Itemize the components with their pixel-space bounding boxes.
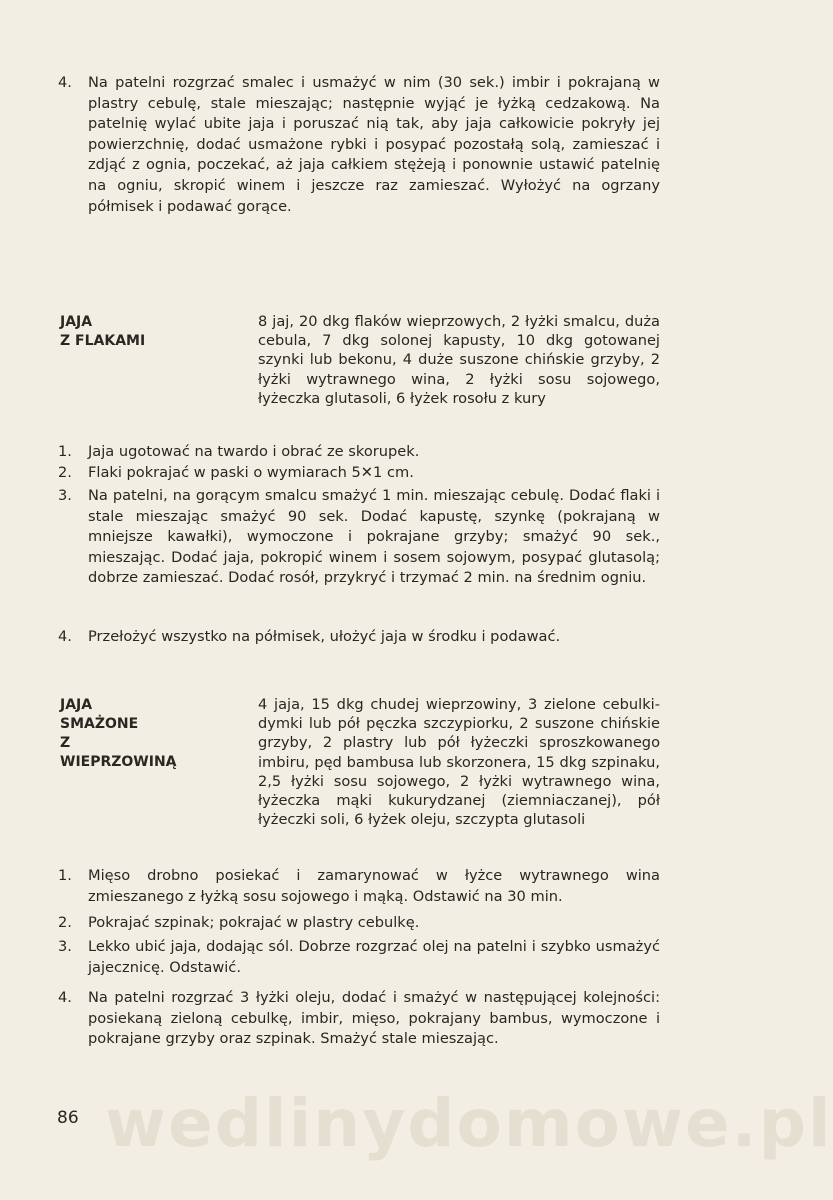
step-text: Lekko ubić jaja, dodając sól. Dobrze rozgrzać olej na patelni i szybko usmażyć jajecznicę. Odstawić.	[88, 938, 660, 976]
recipe1-step-3	[58, 486, 660, 589]
recipe2-step-3	[58, 937, 660, 978]
step-number: 4.	[58, 628, 72, 645]
step-text: Pokrajać szpinak; pokrajać w plastry cebulkę.	[88, 914, 420, 931]
intro-step	[58, 73, 660, 217]
page-number: 86	[57, 1108, 79, 1128]
recipe1-step-1	[58, 442, 660, 463]
watermark: wedlinydomowe.pl	[105, 1085, 833, 1162]
recipe-ingredients-jaja-z-flakami: 8 jaj, 20 dkg flaków wieprzowych, 2 łyżki smalcu, duża cebula, 7 dkg solonej kapusty, 10 dkg gotowanej szynki lub bekonu, 4 duże suszone chińskie grzyby, 2 łyżki wytrawnego wina, 2 łyżki sosu sojowego, łyżeczka glutasoli, 6 łyżek rosołu z kury	[258, 313, 660, 407]
step-number: 3.	[58, 487, 72, 504]
recipe1-step-2	[58, 463, 660, 484]
recipe2-step-4	[58, 988, 660, 1050]
recipe1-step-4	[58, 627, 660, 648]
step-text: Jaja ugotować na twardo i obrać ze skorupek.	[88, 443, 420, 460]
step-number: 1.	[58, 443, 72, 460]
recipe-title-jaja-z-flakami: JAJA Z FLAKAMI	[60, 314, 146, 349]
recipe-title-jaja-smazone-z-wieprzowina: JAJA SMAŻONE Z WIEPRZOWINĄ	[60, 697, 177, 770]
recipe2-step-1	[58, 866, 660, 907]
step-number: 3.	[58, 938, 72, 955]
step-number: 4.	[58, 989, 72, 1006]
recipe-ingredients-jaja-smazone-z-wieprzowina: 4 jaja, 15 dkg chudej wieprzowiny, 3 zielone cebulki-dymki lub pół pęczka szczypiorku, 2 suszone chińskie grzyby, 2 plastry lub pół łyżeczki sproszkowanego imbiru, pęd bambusa lub skorzonera, 15 dkg szpinaku, 2,5 łyżki sosu sojowego, 2 łyżki wytrawnego wina, łyżeczka mąki kukurydzanej (ziemniaczanej), pół łyżeczki soli, 6 łyżek oleju, szczypta glutasoli	[258, 696, 660, 829]
step-number: 4.	[58, 74, 72, 91]
step-number: 1.	[58, 867, 72, 884]
step-text: Flaki pokrajać w paski o wymiarach 5✕1 cm.	[88, 464, 414, 481]
recipe2-step-2	[58, 913, 660, 934]
step-text: Przełożyć wszystko na półmisek, ułożyć jaja w środku i podawać.	[88, 628, 561, 645]
step-text: Na patelni, na gorącym smalcu smażyć 1 min. mieszając cebulę. Dodać flaki i stale mieszając smażyć 90 sek. Dodać kapustę, szynkę (pokrajaną w mniejsze kawałki), wymoczone i pokrajane grzyby; smażyć 90 sek., mieszając. Dodać jaja, pokropić winem i sosem sojowym, posypać glutasolą; dobrze zamieszać. Dodać rosół, przykryć i trzymać 2 min. na średnim ogniu.	[88, 487, 660, 587]
step-number: 2.	[58, 464, 72, 481]
step-text: Mięso drobno posiekać i zamarynować w łyżce wytrawnego wina zmieszanego z łyżką sosu sojowego i mąką. Odstawić na 30 min.	[88, 867, 660, 905]
step-number: 2.	[58, 914, 72, 931]
step-text: Na patelni rozgrzać 3 łyżki oleju, dodać i smażyć w następującej kolejności: posiekaną zieloną cebulkę, imbir, mięso, pokrajany bambus, wymoczone i pokrajane grzyby oraz szpinak. Smażyć stale mieszając.	[88, 989, 660, 1048]
step-text: Na patelni rozgrzać smalec i usmażyć w nim (30 sek.) imbir i pokrajaną w plastry cebulę, stale mieszając; następnie wyjąć je łyżką cedzakową. Na patelnię wylać ubite jaja i poruszać nią tak, aby jaja całkowicie pokryły jej powierzchnię, dodać usmażone rybki i posypać pozostałą solą, zamieszać i zdjąć z ognia, poczekać, aż jaja całkiem stężeją i ponownie ustawić patelnię na ogniu, skropić winem i jeszcze raz zamieszać. Wyłożyć na ogrzany półmisek i podawać gorące.	[88, 74, 660, 215]
